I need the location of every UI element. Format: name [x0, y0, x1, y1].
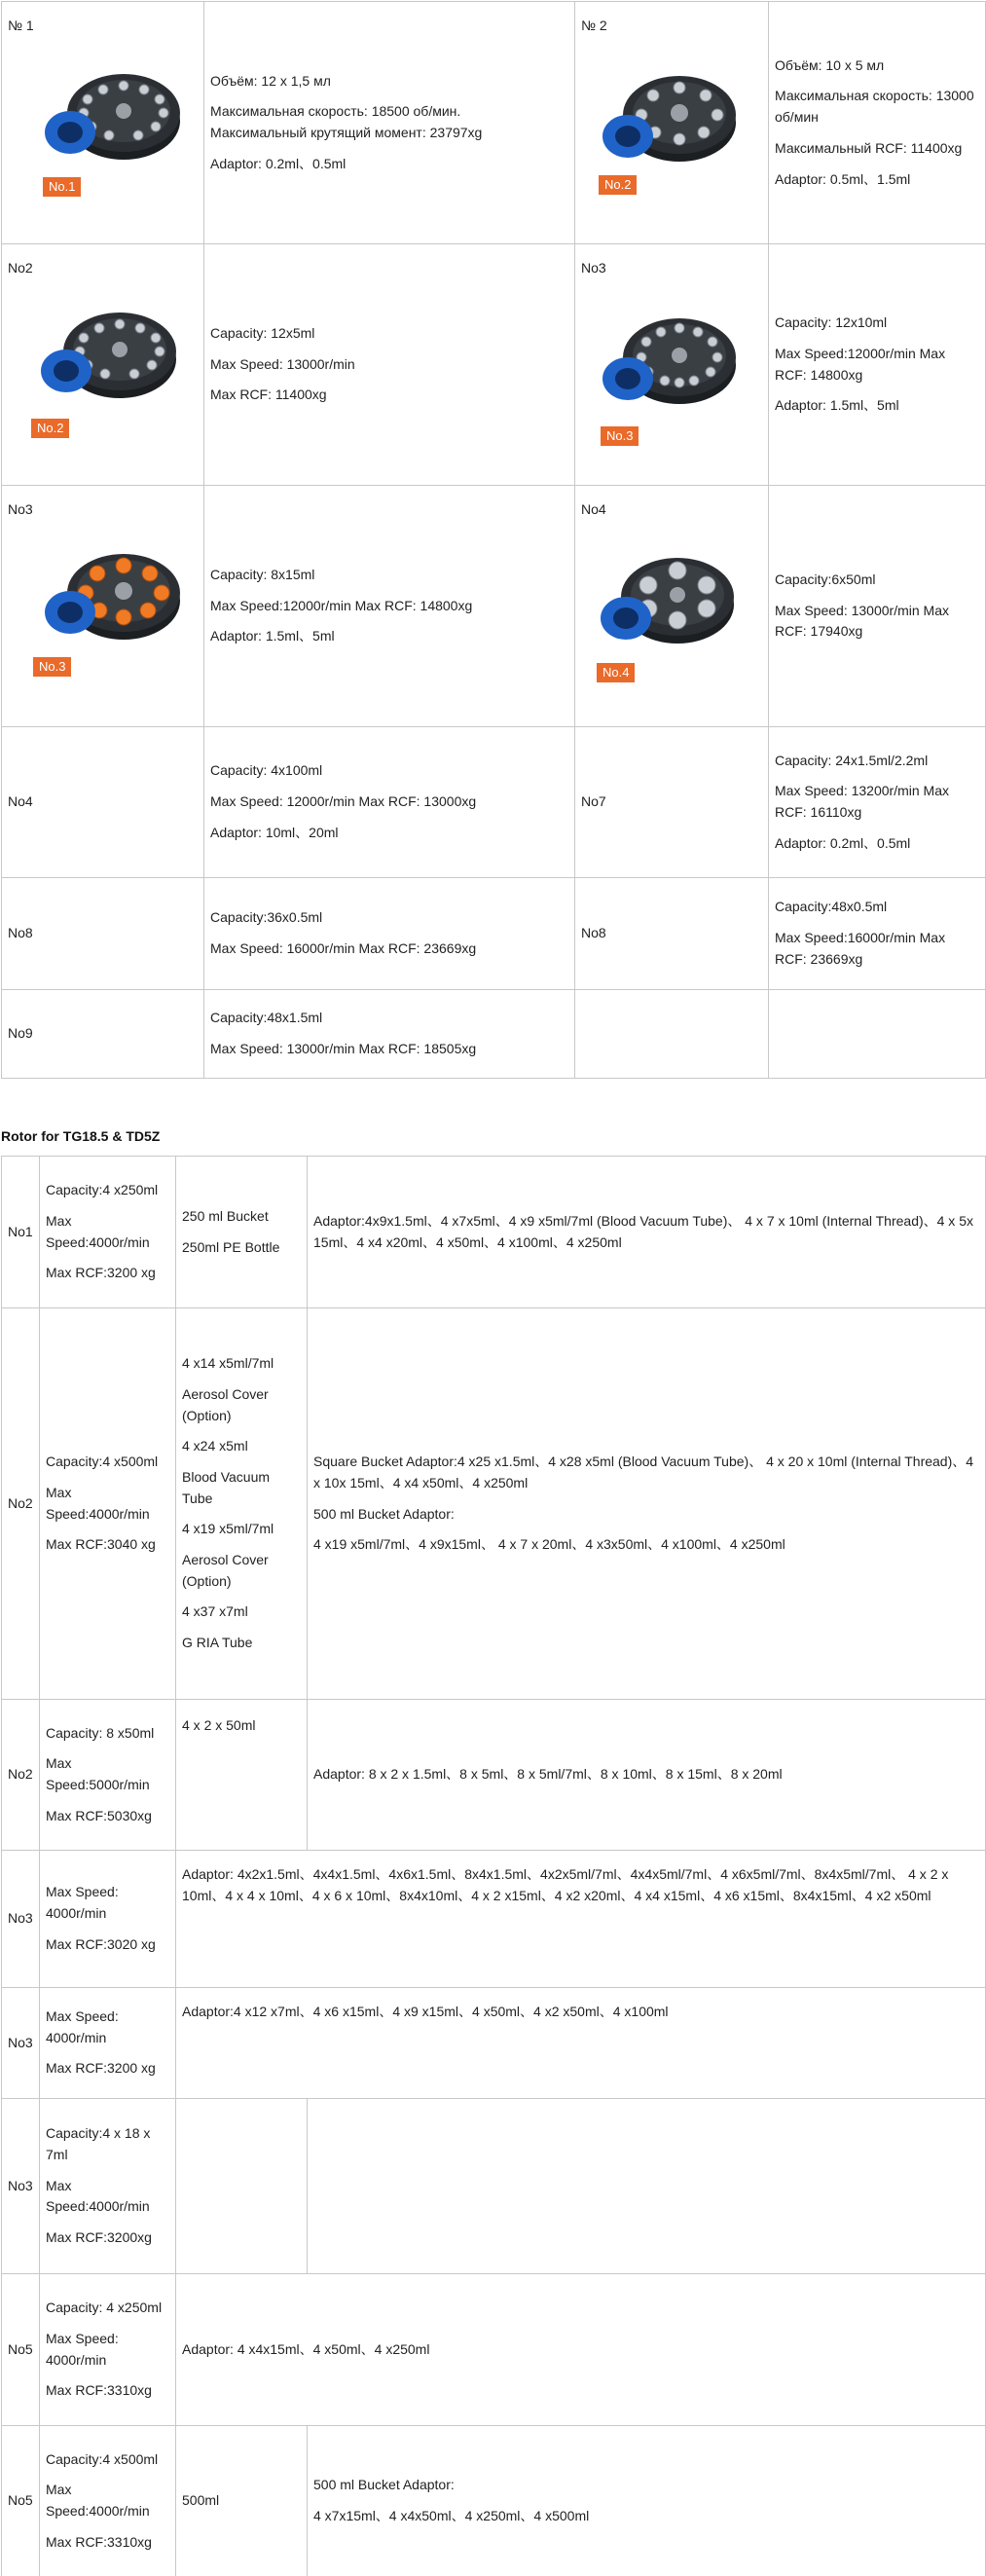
spec-line: Max RCF:3200 xg	[46, 1265, 156, 1281]
bucket-line: Blood Vacuum Tube	[182, 1468, 271, 1506]
spec-cell	[40, 1988, 176, 2099]
spec-line: Capacity:48x0.5ml	[775, 899, 888, 915]
spec-line: Максимальный RCF: 11400xg	[775, 139, 963, 156]
rotor-label: No8	[581, 925, 606, 941]
rotor-badge: No.4	[597, 663, 635, 682]
rotor-no: No1	[2, 1157, 40, 1308]
table-row	[2, 1988, 986, 2099]
rotor-label-cell	[2, 990, 204, 1079]
bucket-line: 4 x14 x5ml/7ml	[182, 1355, 274, 1372]
rotor-spec-table	[1, 1, 986, 1079]
spec-cell	[769, 486, 986, 727]
spec-line: Max Speed:4000r/min	[46, 1484, 150, 1522]
spec-cell	[204, 2, 575, 244]
spec-line: Максимальный крутящий момент: 23797xg	[210, 125, 483, 140]
spec-line: Max RCF:5030xg	[46, 1807, 152, 1823]
spec-line: Max Speed: 13000r/min Max RCF: 18505xg	[210, 1041, 477, 1056]
rotor-badge: No.3	[601, 426, 639, 446]
spec-line: Capacity:6x50ml	[775, 570, 876, 587]
spec-cell	[769, 878, 986, 990]
adaptor-line: 4 x7x15ml、4 x4x50ml、4 x250ml、4 x500ml	[313, 2508, 590, 2523]
rotor-no: No3	[2, 2099, 40, 2274]
rotor-badge: No.3	[33, 657, 71, 677]
spec-cell	[769, 727, 986, 878]
product-cell	[2, 244, 204, 486]
spec-cell	[40, 1851, 176, 1988]
spec-line: Max Speed: 4000r/min	[46, 2330, 119, 2368]
spec-line: Max Speed:12000r/min Max RCF: 14800xg	[210, 597, 473, 613]
product-cell	[575, 2, 769, 244]
adaptor-line: 500 ml Bucket Adaptor:	[313, 1505, 455, 1522]
bucket-cell	[176, 1700, 308, 1851]
spec-cell	[40, 2099, 176, 2274]
spec-line: Capacity:48x1.5ml	[210, 1010, 323, 1026]
empty-cell	[308, 2099, 986, 2274]
rotor-badge: No.2	[31, 419, 69, 438]
adaptor-line: 4 x19 x5ml/7ml、4 x9x15ml、 4 x 7 x 20ml、4 x3x50ml、4 x100ml、4 x250ml	[313, 1536, 785, 1553]
spec-line: Max RCF:3200xg	[46, 2229, 152, 2246]
spec-line: Max RCF:3200 xg	[46, 2060, 156, 2077]
rotor-image	[37, 301, 183, 408]
table-row	[2, 244, 986, 486]
spec-line: Max RCF: 11400xg	[210, 386, 327, 403]
spec-line: Max Speed: 4000r/min	[46, 1884, 119, 1922]
spec-line: Max Speed:5000r/min	[46, 1755, 150, 1792]
spec-line: Максимальная скорость: 18500 об/мин.	[210, 103, 461, 120]
bucket-line: 250ml PE Bottle	[182, 1238, 280, 1255]
spec-line: Capacity: 4 x250ml	[46, 2300, 163, 2316]
table-row	[2, 2, 986, 244]
rotor-label: No3	[581, 260, 606, 276]
adaptor-cell	[308, 2426, 986, 2576]
spec-line: Max Speed: 4000r/min	[46, 2007, 119, 2045]
spec-cell	[204, 878, 575, 990]
spec-line: Max Speed: 13000r/min Max RCF: 17940xg	[775, 602, 949, 640]
empty-cell	[769, 990, 986, 1079]
adaptor-line: Adaptor:4 x12 x7ml、4 x6 x15ml、4 x9 x15ml、4 x50ml、4 x2 x50ml、4 x100ml	[182, 2004, 669, 2019]
spec-cell	[40, 2426, 176, 2576]
table-row	[2, 1851, 986, 1988]
adaptor-line: Adaptor: 4x2x1.5ml、4x4x1.5ml、4x6x1.5ml、8x4x1.5ml、4x2x5ml/7ml、4x4x5ml/7ml、4 x6x5ml/7ml、8x4x5ml/7ml、 4 x 2 x 10ml、4 x 4 x 10ml、4 x 6 x 10ml、8x4x10ml、4 x 2 x15ml、4 x2 x20ml、4 x4 x15ml、4 x6 x15ml、8x4x15ml、4 x2 x50ml	[182, 1866, 949, 1903]
spec-cell	[40, 1308, 176, 1700]
bucket-line: 4 x 2 x 50ml	[182, 1717, 256, 1733]
rotor-no: No2	[2, 1700, 40, 1851]
spec-line: Capacity:4 x250ml	[46, 1182, 159, 1198]
bucket-line: Aerosol Cover (Option)	[182, 1552, 269, 1589]
rotor-image	[41, 62, 187, 169]
product-cell	[2, 2, 204, 244]
rotor-image	[597, 307, 743, 414]
adaptor-cell	[308, 1700, 986, 1851]
adaptor-cell	[176, 2274, 986, 2426]
spec-line: Max Speed: 13200r/min Max RCF: 16110xg	[775, 783, 949, 820]
rotor-label: No7	[581, 793, 606, 810]
spec-line: Adaptor: 10ml、20ml	[210, 824, 339, 840]
bucket-line: 4 x37 x7ml	[182, 1603, 248, 1620]
rotor-label-cell	[2, 727, 204, 878]
rotor-image	[597, 64, 743, 171]
spec-cell	[769, 244, 986, 486]
spec-line: Max Speed:12000r/min Max RCF: 14800xg	[775, 345, 946, 383]
spec-cell	[769, 2, 986, 244]
adaptor-line: Adaptor:4x9x1.5ml、4 x7x5ml、4 x9 x5ml/7ml (Blood Vacuum Tube)、 4 x 7 x 10ml (Internal Thread)、4 x 5x 15ml、4 x4 x20ml、4 x50ml、4 x100ml、4 x250ml	[313, 1212, 973, 1250]
rotor-label-cell	[575, 727, 769, 878]
spec-line: Capacity:4 x500ml	[46, 1454, 159, 1470]
spec-line: Capacity: 8x15ml	[210, 566, 315, 582]
spec-cell	[204, 244, 575, 486]
spec-line: Adaptor: 1.5ml、5ml	[210, 628, 335, 644]
spec-line: Adaptor: 0.5ml、1.5ml	[775, 170, 911, 187]
bucket-line: 4 x19 x5ml/7ml	[182, 1521, 274, 1537]
empty-cell	[575, 990, 769, 1079]
table-row	[2, 727, 986, 878]
rotor-image	[595, 546, 741, 653]
spec-cell	[40, 1157, 176, 1308]
spec-line: Max Speed: 16000r/min Max RCF: 23669xg	[210, 940, 477, 956]
bucket-line: Aerosol Cover (Option)	[182, 1385, 269, 1423]
bucket-cell	[176, 1157, 308, 1308]
product-cell	[2, 486, 204, 727]
rotor-no: No5	[2, 2274, 40, 2426]
spec-line: Capacity: 8 x50ml	[46, 1724, 155, 1741]
table-row	[2, 878, 986, 990]
rotor-label: No8	[8, 925, 33, 941]
spec-line: Capacity: 24x1.5ml/2.2ml	[775, 752, 929, 768]
bucket-line: 500ml	[182, 2492, 220, 2509]
rotor-label: No9	[8, 1025, 33, 1042]
spec-line: Adaptor: 0.2ml、0.5ml	[210, 155, 347, 171]
spec-line: Максимальная скорость: 13000 об/мин	[775, 88, 974, 126]
table-row	[2, 486, 986, 727]
bucket-cell	[176, 2426, 308, 2576]
spec-cell	[204, 727, 575, 878]
empty-cell	[176, 2099, 308, 2274]
spec-cell	[40, 1700, 176, 1851]
spec-line: Max RCF:3020 xg	[46, 1935, 156, 1952]
table-row	[2, 1700, 986, 1851]
rotor-tg185-table	[1, 1156, 986, 2576]
adaptor-cell	[308, 1157, 986, 1308]
rotor-badge: No.1	[43, 177, 81, 197]
spec-line: Объём: 12 x 1,5 мл	[210, 72, 331, 89]
spec-line: Max RCF:3040 xg	[46, 1536, 156, 1553]
spec-line: Max Speed:16000r/min Max RCF: 23669xg	[775, 930, 946, 967]
rotor-image	[41, 542, 187, 649]
spec-line: Capacity: 4x100ml	[210, 762, 323, 779]
spec-line: Adaptor: 1.5ml、5ml	[775, 397, 899, 414]
product-cell	[575, 486, 769, 727]
spec-line: Capacity:36x0.5ml	[210, 909, 323, 926]
rotor-badge: No.2	[599, 175, 637, 195]
table-row	[2, 1157, 986, 1308]
adaptor-cell	[308, 1308, 986, 1700]
spec-line: Capacity: 12x10ml	[775, 314, 888, 331]
spec-line: Max Speed:4000r/min	[46, 1212, 150, 1250]
spec-line: Max Speed:4000r/min	[46, 2177, 150, 2215]
adaptor-cell	[176, 1988, 986, 2099]
rotor-label-cell	[575, 878, 769, 990]
rotor-label: No4	[581, 501, 606, 517]
spec-line: Max Speed: 13000r/min	[210, 355, 355, 372]
adaptor-cell	[176, 1851, 986, 1988]
rotor-label: No2	[8, 260, 33, 276]
spec-line: Max RCF:3310xg	[46, 2382, 152, 2399]
rotor-no: No3	[2, 1988, 40, 2099]
bucket-line: 4 x24 x5ml	[182, 1438, 248, 1454]
product-cell	[575, 244, 769, 486]
spec-line: Объём: 10 x 5 мл	[775, 56, 885, 73]
rotor-label: № 1	[8, 18, 34, 33]
adaptor-line: Adaptor: 4 x4x15ml、4 x50ml、4 x250ml	[182, 2340, 430, 2357]
rotor-label: No3	[8, 501, 33, 517]
spec-cell	[204, 486, 575, 727]
rotor-no: No2	[2, 1308, 40, 1700]
spec-line: Max Speed:4000r/min	[46, 2482, 150, 2519]
spec-line: Adaptor: 0.2ml、0.5ml	[775, 834, 911, 851]
spec-cell	[40, 2274, 176, 2426]
spec-line: Capacity: 12x5ml	[210, 324, 315, 341]
table-row	[2, 1308, 986, 1700]
table-row	[2, 990, 986, 1079]
adaptor-line: Adaptor: 8 x 2 x 1.5ml、8 x 5ml、8 x 5ml/7ml、8 x 10ml、8 x 15ml、8 x 20ml	[313, 1766, 783, 1783]
spec-line: Max RCF:3310xg	[46, 2533, 152, 2550]
table-row	[2, 2099, 986, 2274]
spec-line: Capacity:4 x500ml	[46, 2450, 159, 2467]
spec-line: Capacity:4 x 18 x 7ml	[46, 2125, 151, 2162]
rotor-no: No5	[2, 2426, 40, 2576]
adaptor-line: Square Bucket Adaptor:4 x25 x1.5ml、4 x28 x5ml (Blood Vacuum Tube)、 4 x 20 x 10ml (Internal Thread)、4 x 10x 15ml、4 x4 x50ml、4 x250ml	[313, 1454, 974, 1490]
table-row	[2, 2274, 986, 2426]
section-title: Rotor for TG18.5 & TD5Z	[1, 1128, 161, 1144]
spec-line: Max Speed: 12000r/min Max RCF: 13000xg	[210, 793, 477, 810]
rotor-label: No4	[8, 793, 33, 810]
rotor-no: No3	[2, 1851, 40, 1988]
table-row	[2, 2426, 986, 2576]
spec-cell	[204, 990, 575, 1079]
bucket-line: 250 ml Bucket	[182, 1207, 269, 1224]
rotor-label-cell	[2, 878, 204, 990]
rotor-label: № 2	[581, 18, 607, 33]
bucket-cell	[176, 1308, 308, 1700]
bucket-line: G RIA Tube	[182, 1635, 253, 1651]
adaptor-line: 500 ml Bucket Adaptor:	[313, 2477, 455, 2493]
